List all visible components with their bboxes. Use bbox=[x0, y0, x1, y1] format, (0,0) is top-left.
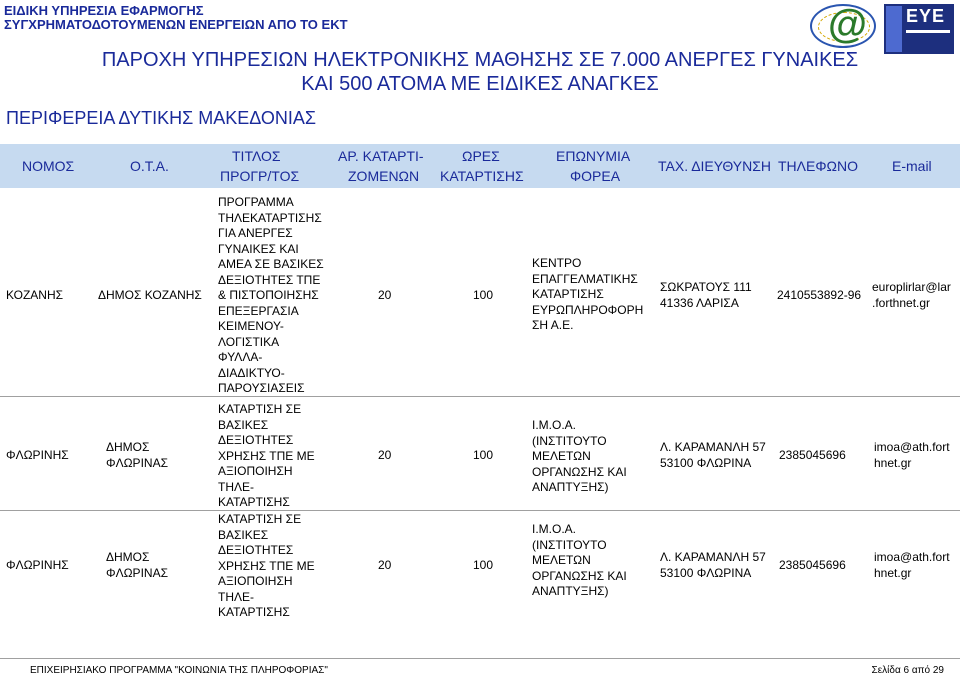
col-provider-line2: ΦΟΡΕΑ bbox=[570, 168, 621, 184]
cell-provider bbox=[532, 418, 627, 496]
row-divider bbox=[0, 396, 960, 397]
email-line[interactable]: imoa@ath.fort bbox=[874, 550, 950, 564]
cell-provider bbox=[532, 256, 643, 334]
eye-logo-block bbox=[886, 6, 902, 52]
eye-logo-bar bbox=[906, 30, 950, 33]
title-line: ΒΑΣΙΚΕΣ bbox=[218, 527, 269, 542]
email-line[interactable]: europlirlar@lar bbox=[872, 280, 951, 294]
email-line[interactable]: hnet.gr bbox=[874, 565, 912, 580]
col-address: ΤΑΧ. ΔΙΕΥΘΥΝΣΗ bbox=[658, 158, 771, 174]
title-line: ΒΑΣΙΚΕΣ bbox=[218, 417, 269, 432]
title-line: ΚΑΤΑΡΤΙΣΗ ΣΕ bbox=[218, 512, 302, 526]
provider-line: ΟΡΓΑΝΩΣΗΣ ΚΑΙ bbox=[532, 464, 627, 479]
col-title-line2: ΠΡΟΓΡ/ΤΟΣ bbox=[220, 168, 300, 184]
cell-ota bbox=[106, 550, 168, 581]
provider-line: ΟΡΓΑΝΩΣΗΣ ΚΑΙ bbox=[532, 568, 627, 583]
address-line: ΣΩΚΡΑΤΟΥΣ 111 bbox=[660, 280, 752, 294]
address-line: Λ. ΚΑΡΑΜΑΝΛΗ 57 bbox=[660, 440, 766, 454]
col-email: E-mail bbox=[892, 158, 932, 174]
title-line: ΕΠΕΞΕΡΓΑΣΙΑ bbox=[218, 303, 299, 318]
cell-provider bbox=[532, 522, 627, 600]
provider-line: ΑΝΑΠΤΥΞΗΣ) bbox=[532, 584, 609, 598]
cell-phone: 2385045696 bbox=[779, 558, 846, 572]
ota-line: ΔΗΜΟΣ bbox=[106, 550, 150, 564]
cell-ota: ΔΗΜΟΣ ΚΟΖΑΝΗΣ bbox=[98, 288, 202, 302]
email-line[interactable]: hnet.gr bbox=[874, 455, 912, 470]
title-line: ΔΙΑΔΙΚΤΥΟ- bbox=[218, 365, 285, 380]
title-line: ΦΥΛΛΑ- bbox=[218, 350, 263, 364]
title-line: & ΠΙΣΤΟΠΟΙΗΣΗΣ bbox=[218, 288, 319, 302]
address-line: 41336 ΛΑΡΙΣΑ bbox=[660, 295, 739, 310]
org-line-2: ΣΥΓΧΡΗΜΑΤΟΔΟΤΟΥΜΕΝΩΝ ΕΝΕΡΓΕΙΩΝ ΑΠΟ ΤΟ ΕΚΤ bbox=[4, 17, 348, 32]
title-line: ΤΗΛΕ- bbox=[218, 479, 255, 494]
ota-line: ΦΛΩΡΙΝΑΣ bbox=[106, 565, 168, 580]
provider-line: Ι.Μ.Ο.Α. bbox=[532, 522, 577, 536]
cell-hours: 100 bbox=[473, 558, 494, 572]
col-phone: ΤΗΛΕΦΩΝΟ bbox=[778, 158, 858, 174]
logo-at-symbol: @ bbox=[828, 2, 868, 46]
address-line: 53100 ΦΛΩΡΙΝΑ bbox=[660, 565, 752, 580]
doc-title-line-2: ΚΑΙ 500 ΑΤΟΜΑ ΜΕ ΕΙΔΙΚΕΣ ΑΝΑΓΚΕΣ bbox=[301, 73, 659, 95]
provider-line: ΑΝΑΠΤΥΞΗΣ) bbox=[532, 480, 609, 494]
title-line: ΧΡΗΣΗΣ ΤΠΕ ΜΕ bbox=[218, 558, 315, 573]
col-trainees-line2: ΖΟΜΕΝΩΝ bbox=[348, 168, 420, 184]
provider-line: ΣΗ Α.Ε. bbox=[532, 318, 574, 332]
col-nomos: ΝΟΜΟΣ bbox=[22, 158, 75, 174]
cell-hours: 100 bbox=[473, 448, 494, 462]
title-line: ΚΕΙΜΕΝΟΥ- bbox=[218, 319, 284, 333]
title-line: ΑΞΙΟΠΟΙΗΣΗ bbox=[218, 574, 293, 588]
provider-line: ΚΑΤΑΡΤΙΣΗΣ bbox=[532, 287, 604, 301]
cell-nomos: ΚΟΖΑΝΗΣ bbox=[6, 288, 64, 302]
ota-line: ΔΗΜΟΣ bbox=[106, 440, 150, 454]
region-heading: ΠΕΡΙΦΕΡΕΙΑ ΔΥΤΙΚΗΣ ΜΑΚΕΔΟΝΙΑΣ bbox=[6, 108, 317, 128]
col-ota: Ο.Τ.Α. bbox=[130, 158, 169, 174]
title-line: ΔΕΞΙΟΤΗΤΕΣ ΤΠΕ bbox=[218, 272, 321, 287]
cell-title bbox=[218, 402, 315, 511]
title-line: ΚΑΤΑΡΤΙΣΗ ΣΕ bbox=[218, 402, 302, 416]
cell-address bbox=[660, 550, 766, 581]
provider-line: ΚΕΝΤΡΟ bbox=[532, 256, 582, 270]
title-line: ΚΑΤΑΡΤΙΣΗΣ bbox=[218, 605, 290, 619]
cell-email[interactable] bbox=[874, 440, 950, 471]
provider-line: ΜΕΛΕΤΩΝ bbox=[532, 553, 591, 567]
cell-nomos: ΦΛΩΡΙΝΗΣ bbox=[6, 558, 69, 572]
title-line: ΠΑΡΟΥΣΙΑΣΕΙΣ bbox=[218, 381, 305, 395]
title-line: ΤΗΛΕ- bbox=[218, 589, 255, 604]
infosociety-logo bbox=[810, 4, 876, 48]
title-line: ΤΗΛΕΚΑΤΑΡΤΙΣΗΣ bbox=[218, 210, 322, 225]
title-line: ΛΟΓΙΣΤΙΚΑ bbox=[218, 334, 280, 349]
cell-title bbox=[218, 512, 315, 621]
title-line: ΑΜΕΑ ΣΕ ΒΑΣΙΚΕΣ bbox=[218, 257, 324, 271]
provider-line: ΕΥΡΩΠΛΗΡΟΦΟΡΗ bbox=[532, 302, 644, 317]
eye-logo-text: ΕΥΕ bbox=[906, 6, 946, 26]
cell-title bbox=[218, 195, 324, 397]
cell-email[interactable] bbox=[874, 550, 950, 581]
footer-page-number: Σελίδα 6 από 29 bbox=[871, 665, 944, 676]
cell-trainees: 20 bbox=[378, 448, 392, 462]
cell-address bbox=[660, 280, 752, 311]
cell-ota bbox=[106, 440, 168, 471]
footer-program: ΕΠΙΧΕΙΡΗΣΙΑΚΟ ΠΡΟΓΡΑΜΜΑ "ΚΟΙΝΩΝΙΑ ΤΗΣ ΠΛΗΡΟΦΟΡΙΑΣ" bbox=[30, 665, 328, 676]
title-line: ΧΡΗΣΗΣ ΤΠΕ ΜΕ bbox=[218, 448, 315, 463]
title-line: ΠΡΟΓΡΑΜΜΑ bbox=[218, 195, 294, 209]
cell-trainees: 20 bbox=[378, 288, 392, 302]
org-line-1: ΕΙΔΙΚΗ ΥΠΗΡΕΣΙΑ ΕΦΑΡΜΟΓΗΣ bbox=[4, 3, 204, 18]
row-divider bbox=[0, 510, 960, 511]
title-line: ΔΕΞΙΟΤΗΤΕΣ bbox=[218, 433, 294, 447]
address-line: 53100 ΦΛΩΡΙΝΑ bbox=[660, 455, 752, 470]
email-line[interactable]: .forthnet.gr bbox=[872, 295, 931, 310]
provider-line: ΜΕΛΕΤΩΝ bbox=[532, 449, 591, 463]
title-line: ΑΞΙΟΠΟΙΗΣΗ bbox=[218, 464, 293, 478]
ota-line: ΦΛΩΡΙΝΑΣ bbox=[106, 455, 168, 470]
eye-logo bbox=[884, 4, 954, 54]
title-line: ΓΥΝΑΙΚΕΣ ΚΑΙ bbox=[218, 241, 299, 256]
provider-line: Ι.Μ.Ο.Α. bbox=[532, 418, 577, 432]
email-line[interactable]: imoa@ath.fort bbox=[874, 440, 950, 454]
cell-trainees: 20 bbox=[378, 558, 392, 572]
doc-title-line-1: ΠΑΡΟΧΗ ΥΠΗΡΕΣΙΩΝ ΗΛΕΚΤΡΟΝΙΚΗΣ ΜΑΘΗΣΗΣ ΣΕ 7.000 ΑΝΕΡΓΕΣ ΓΥΝΑΙΚΕΣ bbox=[101, 49, 859, 71]
address-line: Λ. ΚΑΡΑΜΑΝΛΗ 57 bbox=[660, 550, 766, 564]
title-line: ΔΕΞΙΟΤΗΤΕΣ bbox=[218, 543, 294, 557]
footer-divider bbox=[0, 658, 960, 659]
title-line: ΓΙΑ ΑΝΕΡΓΕΣ bbox=[218, 226, 293, 240]
col-title-line1: ΤΙΤΛΟΣ bbox=[232, 148, 281, 164]
cell-hours: 100 bbox=[473, 288, 494, 302]
col-provider-line1: ΕΠΩΝΥΜΙΑ bbox=[556, 148, 631, 164]
cell-phone: 2385045696 bbox=[779, 448, 846, 462]
provider-line: ΕΠΑΓΓΕΛΜΑΤΙΚΗΣ bbox=[532, 271, 638, 286]
cell-phone: 2410553892-96 bbox=[777, 288, 862, 302]
cell-nomos: ΦΛΩΡΙΝΗΣ bbox=[6, 448, 69, 462]
col-trainees-line1: ΑΡ. ΚΑΤΑΡΤΙ- bbox=[338, 148, 424, 164]
title-line: ΚΑΤΑΡΤΙΣΗΣ bbox=[218, 495, 290, 509]
provider-line: (ΙΝΣΤΙΤΟΥΤΟ bbox=[532, 433, 607, 448]
cell-email[interactable] bbox=[872, 280, 951, 311]
table-header bbox=[0, 144, 960, 188]
cell-address bbox=[660, 440, 766, 471]
col-hours-line2: ΚΑΤΑΡΤΙΣΗΣ bbox=[440, 168, 524, 184]
col-hours-line1: ΩΡΕΣ bbox=[462, 148, 500, 164]
provider-line: (ΙΝΣΤΙΤΟΥΤΟ bbox=[532, 537, 607, 552]
